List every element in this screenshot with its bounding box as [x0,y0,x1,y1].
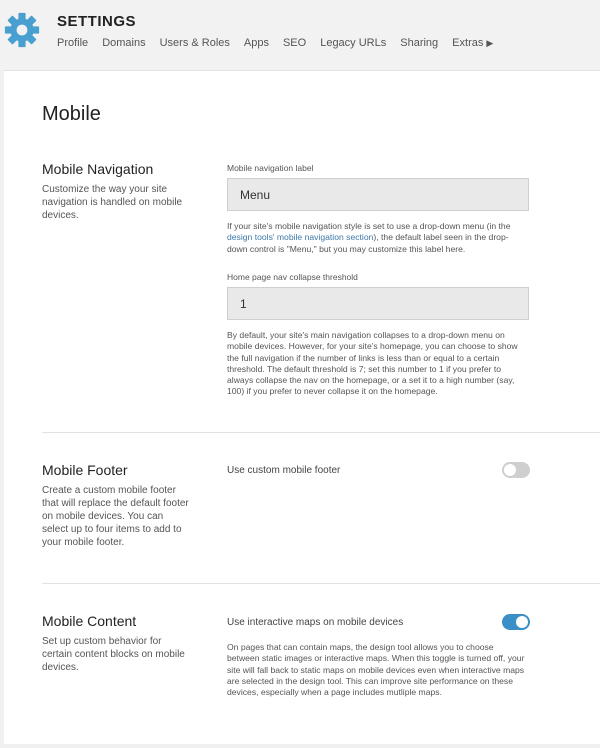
nav-users-roles[interactable]: Users & Roles [159,37,230,49]
mobile-nav-label-help-after: ), the default label seen in the drop-down control is "Menu," but you may customize this label here. [227,232,509,254]
nav-apps[interactable]: Apps [243,37,269,49]
nav-profile[interactable]: Profile [57,37,89,49]
nav-extras[interactable] [452,37,507,49]
interactive-maps-toggle[interactable] [502,614,530,630]
app-header [0,0,600,70]
mobile-nav-label-help-before: If your site's mobile navigation style is set to use a drop-down menu (in the [227,221,511,231]
mobile-navigation-description: Customize the way your site navigation is handled on mobile devices. [42,184,183,221]
mobile-content-fields [227,614,527,698]
mobile-navigation-fields [227,163,527,255]
nav-domains[interactable]: Domains [102,37,146,49]
gear-icon [4,10,40,50]
interactive-maps-help: On pages that can contain maps, the design tool allows you to choose between static images or interactive maps. When this toggle is turned off, your site will fall back to static maps on mobile devices even when interactive maps are selected in the design tool. This can improve site performance on these devices, especially when a page includes mutliple maps. [227,642,525,698]
threshold-help: By default, your site's main navigation collapses to a drop-down menu on mobile devices. However, for your site's homepage, you can choose to show the full navigation if the number of links is less than or equal to a certain threshold. The default threshold is 7; set this number to 1 if you prefer to always collapse the nav on the homepage, or a set it to a high number (say, 100) if you prefer to never collapse it on the homepage. [227,330,518,397]
mobile-nav-label-input[interactable] [227,178,529,211]
mobile-nav-label-caption: Mobile navigation label [227,163,314,173]
nav-extras-label: Extras [452,37,484,49]
interactive-maps-toggle-label: Use interactive maps on mobile devices [227,616,404,628]
settings-nav [57,37,521,49]
nav-sharing[interactable]: Sharing [400,37,439,49]
triangle-right-icon: ▶ [486,38,494,48]
nav-seo[interactable]: SEO [282,37,307,49]
threshold-caption: Home page nav collapse threshold [227,272,358,282]
mobile-footer-fields [227,462,527,478]
settings-panel [4,70,600,744]
mobile-footer-toggle-row [227,462,530,478]
mobile-nav-label-help [227,221,527,255]
mobile-footer-toggle-label: Use custom mobile footer [227,464,341,476]
toggle-knob [516,616,528,628]
section-divider [42,432,600,433]
mobile-footer-title: Mobile Footer [42,462,128,478]
mobile-navigation-title: Mobile Navigation [42,161,154,177]
design-tools-link[interactable]: design tools' mobile navigation section [227,232,374,243]
section-divider [42,583,600,584]
mobile-footer-description: Create a custom mobile footer that will replace the default footer on mobile devices. You can select up to four items to add to your mobile footer. [42,485,189,548]
toggle-knob [504,464,516,476]
interactive-maps-toggle-row [227,614,530,630]
mobile-footer-toggle[interactable] [502,462,530,478]
app-title: SETTINGS [57,13,137,30]
page-title: Mobile [42,103,101,125]
mobile-content-title: Mobile Content [42,613,137,629]
threshold-input[interactable] [227,287,529,320]
nav-legacy-urls[interactable]: Legacy URLs [320,37,387,49]
mobile-content-description: Set up custom behavior for certain content blocks on mobile devices. [42,636,185,673]
threshold-fields [227,272,527,398]
